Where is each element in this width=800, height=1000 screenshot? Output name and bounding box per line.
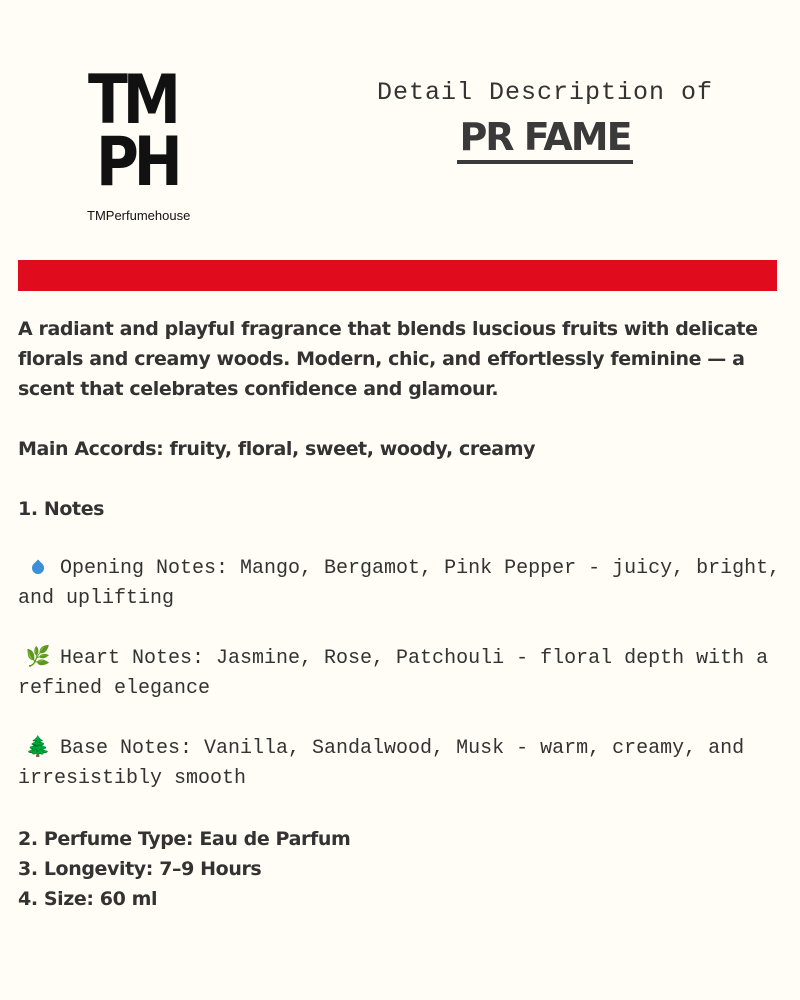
logo-line-1: TM <box>88 61 176 140</box>
product-name: PR FAME <box>457 115 632 164</box>
accent-divider-bar <box>18 260 777 291</box>
brand-wordmark: TMPerfumehouse <box>87 208 191 223</box>
bottle-size: 4. Size: 60 ml <box>18 888 158 910</box>
heading-intro: Detail Description of <box>376 78 714 107</box>
droplet-icon <box>24 554 52 584</box>
description-body <box>18 314 783 914</box>
longevity: 3. Longevity: 7–9 Hours <box>18 858 262 880</box>
heart-notes-text: Heart Notes: Jasmine, Rose, Patchouli - floral depth with a refined elegance <box>18 647 769 700</box>
base-notes <box>18 734 783 794</box>
opening-notes <box>18 554 783 614</box>
perfume-type: 2. Perfume Type: Eau de Parfum <box>18 828 351 850</box>
notes-heading: 1. Notes <box>18 498 105 520</box>
opening-notes-text: Opening Notes: Mango, Bergamot, Pink Pepper - juicy, bright, and uplifting <box>18 557 781 610</box>
main-accords: Main Accords: fruity, floral, sweet, woody, creamy <box>18 438 536 460</box>
evergreen-tree-icon: 🌲 <box>25 737 51 760</box>
base-notes-text: Base Notes: Vanilla, Sandalwood, Musk - warm, creamy, and irresistibly smooth <box>18 737 745 790</box>
brand-logo <box>80 61 210 230</box>
page-heading <box>330 78 760 164</box>
herb-icon: 🌿 <box>25 647 51 670</box>
brand-monogram <box>80 61 210 202</box>
logo-line-2: PH <box>96 123 178 202</box>
heart-notes <box>18 644 783 704</box>
product-description: A radiant and playful fragrance that blends luscious fruits with delicate florals and creamy woods. Modern, chic, and effortlessly feminine — a scent that celebrates confidence and glamour. <box>18 318 758 400</box>
